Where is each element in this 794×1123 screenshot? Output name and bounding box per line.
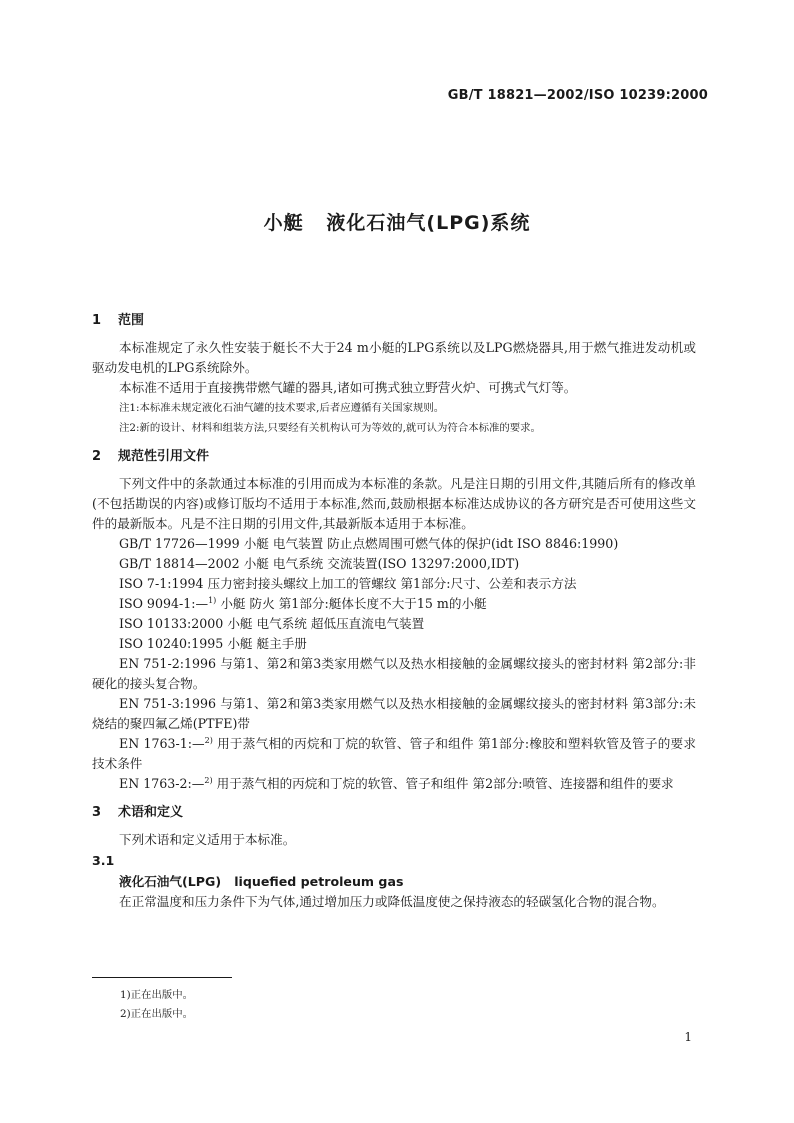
section-heading-terms [92, 802, 696, 824]
term-definition: 在正常温度和压力条件下为气体,通过增加压力或降低温度使之保持液态的轻碳氢化合物的混合物。 [119, 894, 665, 909]
section-number: 1 [92, 313, 102, 328]
reference-title: 小艇 艇主手册 [227, 636, 307, 651]
reference-title: 压力密封接头螺纹上加工的管螺纹 第1部分:尺寸、公差和表示方法 [207, 576, 577, 591]
reference-item [92, 614, 696, 634]
reference-code: ISO 10240:1995 [119, 636, 224, 651]
reference-title: 用于蒸气相的丙烷和丁烷的软管、管子和组件 第2部分:喷管、连接器和组件的要求 [216, 776, 674, 791]
footnote-marker: 2) [204, 775, 213, 785]
reference-code: EN 751-2:1996 [119, 656, 217, 671]
terms-intro: 下列术语和定义适用于本标准。 [119, 832, 296, 847]
page-number: 1 [684, 1030, 692, 1044]
reference-item [92, 694, 696, 734]
footnotes [120, 986, 193, 1024]
reference-title: 小艇 电气装置 防止点燃周围可燃气体的保护(idt ISO 8846:1990) [243, 536, 619, 551]
section-title: 术语和定义 [118, 805, 184, 820]
footnote-divider [92, 977, 232, 978]
reference-code: EN 1763-1:— [119, 736, 205, 751]
reference-title: 小艇 电气系统 交流装置(ISO 13297:2000,IDT) [243, 556, 520, 571]
reference-code: EN 751-3:1996 [119, 696, 217, 711]
scope-note-1: 注1:本标准未规定液化石油气罐的技术要求,后者应遵循有关国家规则。 [119, 402, 445, 414]
reference-title: 与第1、第2和第3类家用燃气以及热水相接触的金属螺纹接头的密封材料 第2部分:非硬化的接头复合物。 [92, 656, 697, 691]
reference-code: ISO 7-1:1994 [119, 576, 204, 591]
term-number: 3.1 [92, 853, 115, 868]
standard-number-header: GB/T 18821—2002/ISO 10239:2000 [447, 88, 708, 103]
reference-code: GB/T 18814—2002 [119, 556, 240, 571]
reference-code: ISO 9094-1:— [119, 596, 209, 611]
section-heading-scope [92, 310, 696, 332]
scope-paragraph-1: 本标准规定了永久性安装于艇长不大于24 m小艇的LPG系统以及LPG燃烧器具,用于燃气推进发动机或驱动发电机的LPG系统除外。 [92, 340, 696, 375]
footnote-marker: 1) [208, 595, 217, 605]
reference-item [92, 774, 696, 794]
reference-code: GB/T 17726—1999 [119, 536, 240, 551]
section-title: 范围 [118, 313, 145, 328]
reference-title: 小艇 防火 第1部分:艇体长度不大于15 m的小艇 [220, 596, 487, 611]
footnote-marker: 2) [204, 735, 213, 745]
footnote-2: 2)正在出版中。 [120, 1008, 194, 1020]
section-number: 3 [92, 805, 102, 820]
references-intro: 下列文件中的条款通过本标准的引用而成为本标准的条款。凡是注日期的引用文件,其随后所有的修改单(不包括勘误的内容)或修订版均不适用于本标准,然而,鼓励根据本标准达成协议的各方研究是否可使用这些文件的最新版本。凡是不注日期的引用文件,其最新版本适用于本标准。 [92, 476, 696, 531]
section-title: 规范性引用文件 [118, 449, 210, 464]
term-name: 液化石油气(LPG) liquefied petroleum gas [119, 874, 404, 889]
scope-note-2: 注2:新的设计、材料和组装方法,只要经有关机构认可为等效的,就可认为符合本标准的要求。 [119, 422, 541, 434]
footnote-1: 1)正在出版中。 [120, 989, 194, 1001]
reference-code: ISO 10133:2000 [119, 616, 224, 631]
reference-title: 与第1、第2和第3类家用燃气以及热水相接触的金属螺纹接头的密封材料 第3部分:未烧结的聚四氟乙烯(PTFE)带 [92, 696, 697, 731]
document-body [92, 310, 696, 912]
reference-item [92, 734, 696, 774]
reference-item [92, 554, 696, 574]
reference-item [92, 594, 696, 614]
section-number: 2 [92, 449, 102, 464]
document-title: 小艇 液化石油气(LPG)系统 [263, 212, 531, 234]
reference-title: 小艇 电气系统 超低压直流电气装置 [227, 616, 425, 631]
reference-item [92, 534, 696, 554]
scope-paragraph-2: 本标准不适用于直接携带燃气罐的器具,诸如可携式独立野营火炉、可携式气灯等。 [119, 380, 577, 395]
reference-item [92, 574, 696, 594]
reference-title: 用于蒸气相的丙烷和丁烷的软管、管子和组件 第1部分:橡胶和塑料软管及管子的要求 技术条件 [92, 736, 696, 771]
reference-item [92, 634, 696, 654]
reference-code: EN 1763-2:— [119, 776, 205, 791]
section-heading-normative-references [92, 446, 696, 468]
reference-item [92, 654, 696, 694]
